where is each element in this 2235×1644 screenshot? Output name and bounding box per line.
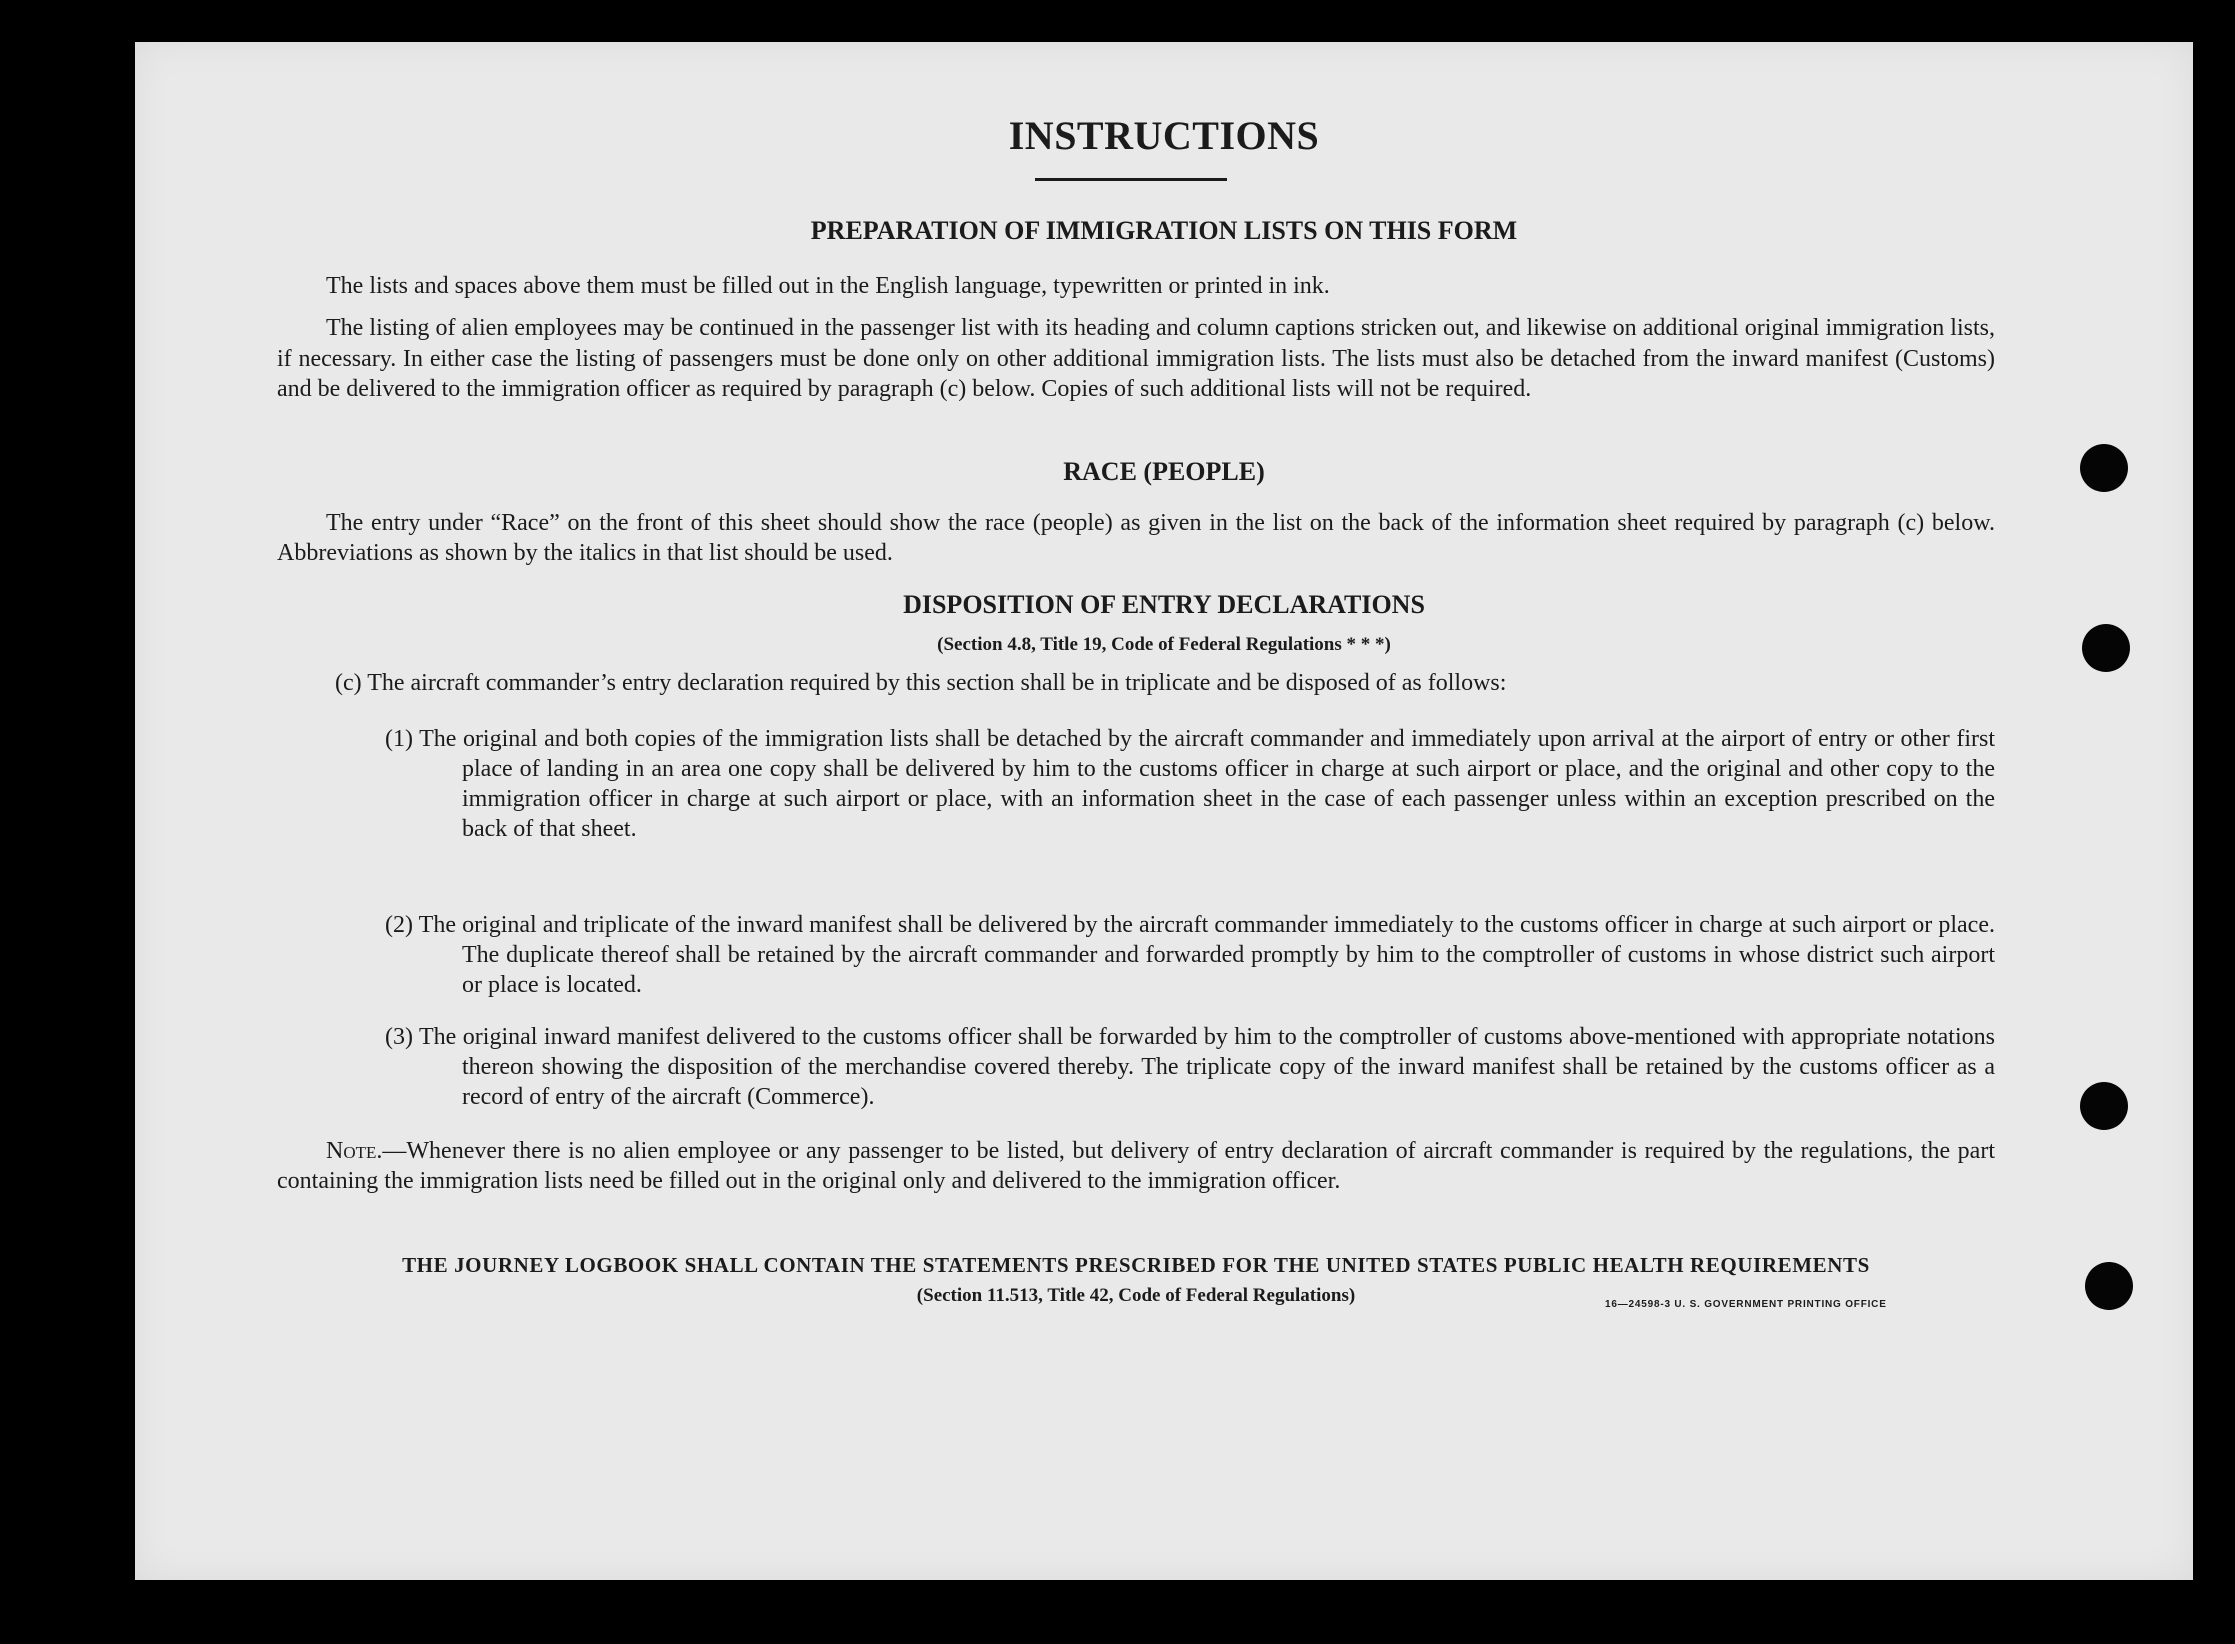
- punch-hole-3: [2080, 1082, 2128, 1130]
- note-text: —Whenever there is no alien employee or any passenger to be listed, but delivery of entry declaration of aircraft commander is required by the regulations, the part containing the immigration lists need be filled out in the original only and delivered to the immigration officer.: [277, 1138, 1995, 1194]
- disposition-citation: (Section 4.8, Title 19, Code of Federal Regulations * * *): [937, 634, 1391, 655]
- preparation-paragraph-1: The lists and spaces above them must be filled out in the English language, typewritten or printed in ink.: [326, 273, 1330, 299]
- punch-hole-1: [2080, 444, 2128, 492]
- disposition-item-3-number: (3): [385, 1024, 413, 1050]
- disposition-item-2-number: (2): [385, 912, 413, 938]
- race-paragraph: The entry under “Race” on the front of this sheet should show the race (people) as given in the list on the back of the information sheet required by paragraph (c) below. Abbreviations as shown by the italics in that list should be used.: [277, 510, 1995, 566]
- section-heading-preparation: PREPARATION OF IMMIGRATION LISTS ON THIS FORM: [810, 216, 1518, 245]
- preparation-paragraph-2: [277, 313, 1995, 405]
- disposition-intro: [335, 668, 1995, 698]
- footer-heading: THE JOURNEY LOGBOOK SHALL CONTAIN THE STATEMENTS PRESCRIBED FOR THE UNITED STATES PUBLIC HEALTH REQUIREMENTS: [402, 1253, 1870, 1277]
- disposition-item-2-text: The original and triplicate of the inward manifest shall be delivered by the aircraft commander immediately to the customs officer in charge at such airport or place. The duplicate thereof shall be retained by the aircraft commander and forwarded promptly by him to the comptroller of customs in whose district such airport or place is located.: [418, 912, 1995, 998]
- page-title: INSTRUCTIONS: [1008, 113, 1320, 158]
- punch-hole-4: [2085, 1262, 2133, 1310]
- note-label: Note.: [326, 1138, 383, 1164]
- punch-hole-2: [2082, 624, 2130, 672]
- disposition-item-1-number: (1): [385, 726, 413, 752]
- disposition-intro-text: The aircraft commander’s entry declaration required by this section shall be in triplicate and be disposed of as follows:: [367, 670, 1507, 696]
- disposition-item-1: [385, 724, 1995, 844]
- disposition-item-3: [385, 1022, 1995, 1112]
- disposition-item-2: [385, 910, 1995, 1000]
- section-heading-disposition: DISPOSITION OF ENTRY DECLARATIONS: [903, 590, 1425, 619]
- title-rule: [1035, 178, 1227, 181]
- note-paragraph: [277, 1136, 1995, 1196]
- disposition-item-1-text: The original and both copies of the immigration lists shall be detached by the aircraft commander and immediately upon arrival at the airport of entry or other first place of landing in an area one copy shall be delivered by him to the customs officer in charge at such airport or place, and the original and other copy to the immigration officer in charge at such airport or place, with an information sheet in the case of each passenger unless within an exception prescribed on the back of that sheet.: [419, 726, 1995, 842]
- section-heading-race: RACE (PEOPLE): [1063, 457, 1265, 486]
- printer-imprint: 16—24598-3 U. S. GOVERNMENT PRINTING OFFICE: [1605, 1299, 1887, 1310]
- document-page: [135, 42, 2193, 1580]
- disposition-intro-label: (c): [335, 670, 362, 696]
- preparation-paragraph-2-text: The listing of alien employees may be continued in the passenger list with its heading and column captions stricken out, and likewise on additional original immigration lists, if necessary. In either case the listing of passengers must be done only on other additional immigration lists. The lists must also be detached from the inward manifest (Customs) and be delivered to the immigration officer as required by paragraph (c) below. Copies of such additional lists will not be required.: [277, 315, 1995, 402]
- disposition-item-3-text: The original inward manifest delivered to the customs officer shall be forwarded by him to the comptroller of customs above-mentioned with appropriate notations thereon showing the disposition of the merchandise covered thereby. The triplicate copy of the inward manifest shall be retained by the customs officer as a record of entry of the aircraft (Commerce).: [419, 1024, 1995, 1110]
- footer-citation: (Section 11.513, Title 42, Code of Federal Regulations): [916, 1285, 1356, 1306]
